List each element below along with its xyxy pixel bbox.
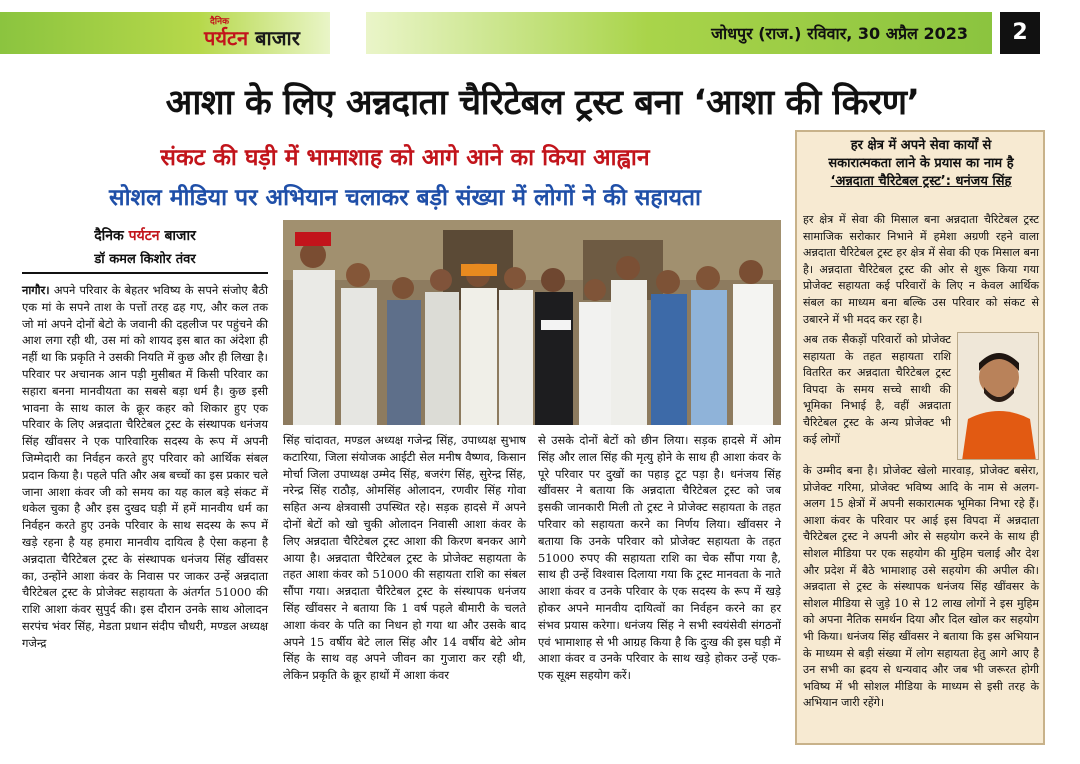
dateline: जोधपुर (राज.) रविवार, 30 अप्रैल 2023	[711, 24, 968, 43]
sidebar-body-1: हर क्षेत्र में सेवा की मिसाल बना अन्नदाता चैरिटेबल ट्रस्ट सामाजिक सरोकार निभाने में हमेशा अग्रणी रहने वाला अन्नदाता चैरिटेबल ट्रस्ट हर क्षेत्र में सेवा की एक मिसाल बना है। अन्नदाता चैरिटेबल ट्रस्ट की ओर से शुरू किया गया प्रोजेक्ट सहायता कई परिवारों के लिए न केवल आर्थिक संबल का माध्यम बना बल्कि उस परिवार को संकट से उबारने में भी मदद कर रहा है।	[803, 213, 1039, 326]
article-column-2	[283, 432, 526, 684]
headline: आशा के लिए अन्नदाता चैरिटेबल ट्रस्ट बना ‘आशा की किरण’	[165, 83, 920, 123]
logo-brand	[204, 24, 300, 51]
byline-author: डॉ कमल किशोर तंवर	[94, 252, 196, 267]
page-number: 2	[1000, 12, 1040, 54]
sidebar-heading	[803, 137, 1039, 191]
byline-paper-2: पर्यटन	[128, 228, 160, 244]
article-col2-text: सिंह चांदावत, मण्डल अध्यक्ष गजेन्द्र सिंह, उपाध्यक्ष सुभाष कटारिया, जिला संयोजक आईटी सेल मनीष वैष्णव, किसान मोर्चा जिला उपाध्यक्ष उम्मेद सिंह, बजरंग सिंह, सुरेन्द्र सिंह, नरेन्द्र सिंह राठौड़, ओमसिंह ओलादन, रणवीर सिंह गोवा सहित अन्य क्षेत्रवासी उपस्थित रहे। सड़क हादसे में अपने दोनों बेटों को खो चुकी ओलादन निवासी आशा कंवर के लिए अन्नदाता चैरिटेबल ट्रस्ट आशा की किरण बनकर आगे आया है। अन्नदाता चैरिटेबल ट्रस्ट के प्रोजेक्ट सहायता के तहत आशा कंवर को 51000 की सहायता राशि का संबल सौंपा गया। अन्नदाता चैरिटेबल ट्रस्ट के संस्थापक धनंजय सिंह खींवसर ने बताया कि 1 वर्ष पहले बीमारी के चलते आशा कंवर के पति का निधन हो गया था और उसके बाद अपने 15 वर्षीय बेटे लाल सिंह और 14 वर्षीय बेटे ओम सिंह के साथ वह अपने जीवन का गुजारा कर रही थी, लेकिन प्रकृति के क्रूर हाथों में आशा कंवर	[283, 433, 526, 683]
article-column-3	[538, 432, 781, 684]
sidebar-heading-line-2: सकारात्मकता लाने के प्रयास का नाम है	[828, 156, 1014, 171]
portrait-photo	[957, 332, 1039, 460]
news-photo	[283, 220, 781, 425]
sidebar-body-3: के उम्मीद बना है। प्रोजेक्ट खेलो मारवाड़, प्रोजेक्ट बसेरा, प्रोजेक्ट गरिमा, प्रोजेक्ट भविष्य आदि के नाम से अलग-अलग 15 क्षेत्रों में अपनी सकारात्मक भूमिका निभा रहे हैं। आशा कंवर के परिवार पर आई इस विपदा में अन्नदाता चैरिटेबल ट्रस्ट ने अपनी ओर से सहयोग करने के साथ ही सोशल मीडिया पर एक सहयोग की मुहिम चलाई और देश और प्रदेश में बैठे भामाशाह उसे सहयोग की अपील की। अन्नदाता से ट्रस्ट के संस्थापक धनंजय सिंह खींवसर के सोशल मीडिया से जुड़े 10 से 12 लाख लोगों ने इस मुहिम को अपना नैतिक समर्थन दिया और दिल खोल कर सहयोग भी किया। धनंजय सिंह खींवसर ने बताया कि इस अभियान के माध्यम से बड़ी संख्या में लोग सहायता हेतु आगे आए है उन सभी का ह्रदय से धन्यवाद और जब भी जरूरत होगी भविष्य में भी सोशल मीडिया के माध्यम से इसी तरह के अभियान जारी रहेंगे।	[803, 464, 1039, 710]
dateline-band	[366, 12, 992, 54]
portrait-illustration	[958, 333, 1039, 460]
subheadline-blue: सोशल मीडिया पर अभियान चलाकर बड़ी संख्या में लोगों ने की सहायता	[109, 185, 701, 211]
logo-brand-1: पर्यटन	[204, 26, 249, 50]
byline-paper-1: दैनिक	[94, 228, 124, 244]
article-col3-text: से उसके दोनों बेटों को छीन लिया। सड़क हादसे में ओम सिंह और लाल सिंह की मृत्यु होने के साथ ही आशा कंवर के पूरे परिवार पर दुखों का पहाड़ टूट पड़ा है। धनंजय सिंह खींवसर ने बताया कि अन्नदाता चैरिटेबल ट्रस्ट को जब इसकी जानकारी मिली तो ट्रस्ट ने प्रोजेक्ट सहायता के तहत परिवार को सहायता करने का निर्णय लिया। खींवसर ने बताया कि उनके परिवार को प्रोजेक्ट सहायता के तहत 51000 रुपए की सहायता राशि का चेक सौंपा गया है, साथ ही उन्हें विश्वास दिलाया गया कि ट्रस्ट मानवता के नाते आशा कंवर व उनके परिवार के एक सदस्य के रूप में खड़े होकर अपने मानवीय दायित्वों का निर्वहन करने का हर संभव प्रयास करेगा। धनंजय सिंह ने सभी स्वयंसेवी संगठनों एवं भामाशाह से भी आग्रह किया है कि दुःख की इस घड़ी में आशा कंवर व उनके परिवार के साथ खड़े होकर उन्हें एक-एक सूक्ष्म सहयोग करें।	[538, 433, 781, 683]
logo-brand-2: बाजार	[255, 26, 300, 50]
subheadline-red: संकट की घड़ी में भामाशाह को आगे आने का किया आह्वान	[160, 145, 650, 171]
photo-illustration	[283, 220, 781, 425]
byline-paper	[22, 226, 268, 245]
sidebar-body-2: अब तक सैकड़ों परिवारों को प्रोजेक्ट सहायता के तहत सहायता राशि वितरित कर अन्नदाता चैरिटेबल ट्रस्ट विपदा के समय सच्चे साथी की भूमिका निभाई है, वहीं अन्नदाता चैरिटेबल ट्रस्ट के अन्य प्रोजेक्ट भी कई लोगों	[803, 333, 951, 446]
sidebar-box	[795, 130, 1045, 745]
sidebar-heading-line-1: हर क्षेत्र में अपने सेवा कार्यों से	[850, 138, 992, 153]
byline-divider	[22, 272, 268, 274]
article-col1-text: अपने परिवार के बेहतर भविष्य के सपने संजोए बैठी एक मां के सपने ताश के पत्तों तरह ढह गए, और कल तक जो मां अपने दोनों बेटो के जवानी की दहलीज पर पहुंचने की आश लगा रही थी, उस मां को शायद इस बात का अंदेशा ही नहीं था कि प्रकृति ने उसकी नियति में कुछ और ही लिखा है। परिवार पर अचानक आन पड़ी मुसीबत में किसी परिवार का सहारा बनना मानवीयता का सबसे बड़ा धर्म है। कुछ इसी भावना के साथ काल के क्रूर कहर को शिकार हुए एक परिवार के लिए अन्नदाता चैरिटेबल ट्रस्ट के संस्थापक धनंजय सिंह खींवसर ने एक पारिवारिक सदस्य के रूप में अपनी जिम्मेदारी का निर्वहन करते हुए परिवार को आर्थिक संबल प्रदान किया है। पहले पति और अब बच्चों का इस प्रकार चले जाना आशा कंवर जी को समय का यह काल बड़े संकट में धकेल चुका है और इस दुखद घड़ी में हमें मानवीय धर्म का निर्वहन करते हुए उनके परिवार के साथ सदस्य के रूप में खड़े रहना है यह हमारा मानवीय दायित्व है ऐसा कहना है अन्नदाता चैरिटेबल ट्रस्ट के संस्थापक धनंजय सिंह खींवसर का, उन्होंने आशा कंवर के निवास पर जाकर उन्हें अन्नदाता चैरिटेबल ट्रस्ट के प्रोजेक्ट सहायता के अंतर्गत 51000 की राशि आशा कंवर सुपुर्द की। इस दौरान उनके साथ ओलादन सरपंच भंवर सिंह, मेडता प्रधान संदीप चौधरी, मण्डल अध्यक्ष गजेन्द्र	[22, 283, 268, 650]
sidebar-heading-line-3: ‘अन्नदाता चैरिटेबल ट्रस्ट’: धनंजय सिंह	[830, 174, 1012, 189]
newspaper-logo	[0, 12, 330, 54]
masthead	[0, 0, 1080, 64]
byline	[22, 226, 268, 267]
article-dateline: नागौर।	[22, 283, 50, 297]
byline-paper-3: बाजार	[164, 228, 196, 244]
article-column-1	[22, 282, 268, 652]
logo-small-text: दैनिक	[210, 17, 230, 27]
